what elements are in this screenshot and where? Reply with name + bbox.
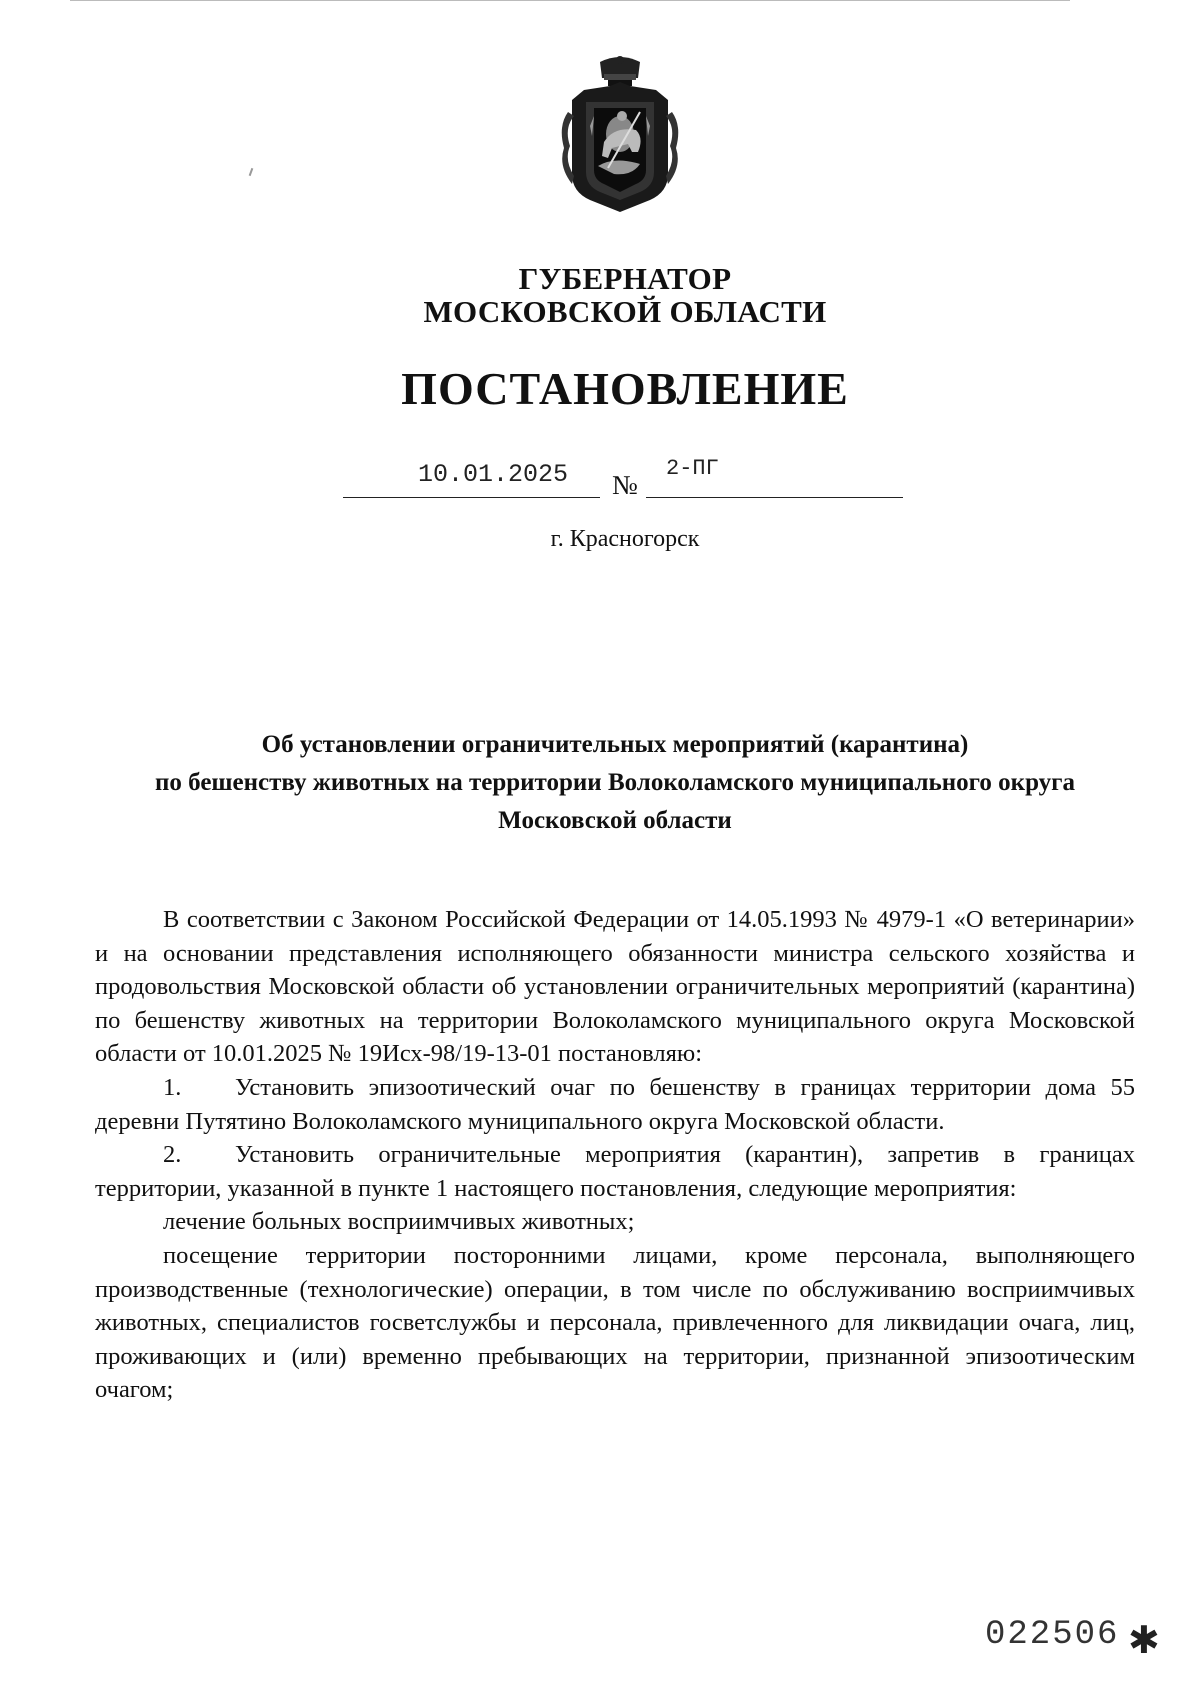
serial-star-mark: ✱ (1128, 1620, 1160, 1662)
item-1 (95, 1071, 1135, 1138)
preamble-paragraph: В соответствии с Законом Российской Федерации от 14.05.1993 № 4979-1 «О ветеринарии» и на основании представления исполняющего обязанности министра сельского хозяйства и продовольствия Московской области об установлении ограничительных мероприятий (карантина) по бешенству животных на территории Волоколамского муниципального округа Московской области от 10.01.2025 № 19Исх-98/19-13-01 постановляю: (95, 906, 1135, 1068)
item-1-number: 1. (163, 1073, 182, 1101)
document-date: 10.01.2025 (418, 460, 569, 489)
scan-speck (249, 168, 254, 176)
restriction-2: посещение территории посторонними лицами, кроме персонала, выполняющего производственные (технологические) операции, в том числе по обслуживанию восприимчивых животных, специалистов госветслужбы и персонала, привлеченного для ликвидации очага, лиц, проживающих и (или) временно пребывающих на территории, признанной эпизоотическим очагом; (95, 1241, 1135, 1404)
issuer-line-1: ГУБЕРНАТОР (518, 261, 732, 296)
scan-edge-line (70, 0, 1070, 1)
item-2-number: 2. (163, 1141, 182, 1169)
date-number-row (0, 456, 1200, 502)
document-type-title: ПОСТАНОВЛЕНИЕ (401, 363, 849, 414)
item-1-text: Установить эпизоотический очаг по бешенству в границах территории дома 55 деревни Путятино Волоколамского муниципального округа Московской области. (95, 1073, 1135, 1135)
document-number: 2-ПГ (666, 456, 719, 481)
issuer-line-2: МОСКОВСКОЙ ОБЛАСТИ (423, 294, 827, 329)
restriction-1: лечение больных восприимчивых животных; (163, 1208, 635, 1236)
subject-line-3: Московской области (498, 807, 732, 834)
coat-of-arms-emblem (554, 56, 686, 214)
form-serial-number: 022506 (985, 1616, 1120, 1654)
subject-line-2: по бешенству животных на территории Волоколамского муниципального округа (155, 769, 1075, 796)
number-sign: № (612, 470, 638, 500)
document-body (95, 903, 1135, 1407)
subject-line-1: Об установлении ограничительных мероприятий (карантина) (261, 731, 969, 758)
document-subject-title (90, 726, 1140, 840)
date-underline (343, 497, 600, 498)
item-2 (95, 1138, 1135, 1205)
number-underline (646, 497, 903, 498)
issue-city: г. Красногорск (550, 526, 700, 552)
item-2-text: Установить ограничительные мероприятия (карантин), запретив в границах территории, указанной в пункте 1 настоящего постановления, следующие мероприятия: (95, 1141, 1135, 1202)
issuer-heading (0, 262, 1200, 328)
